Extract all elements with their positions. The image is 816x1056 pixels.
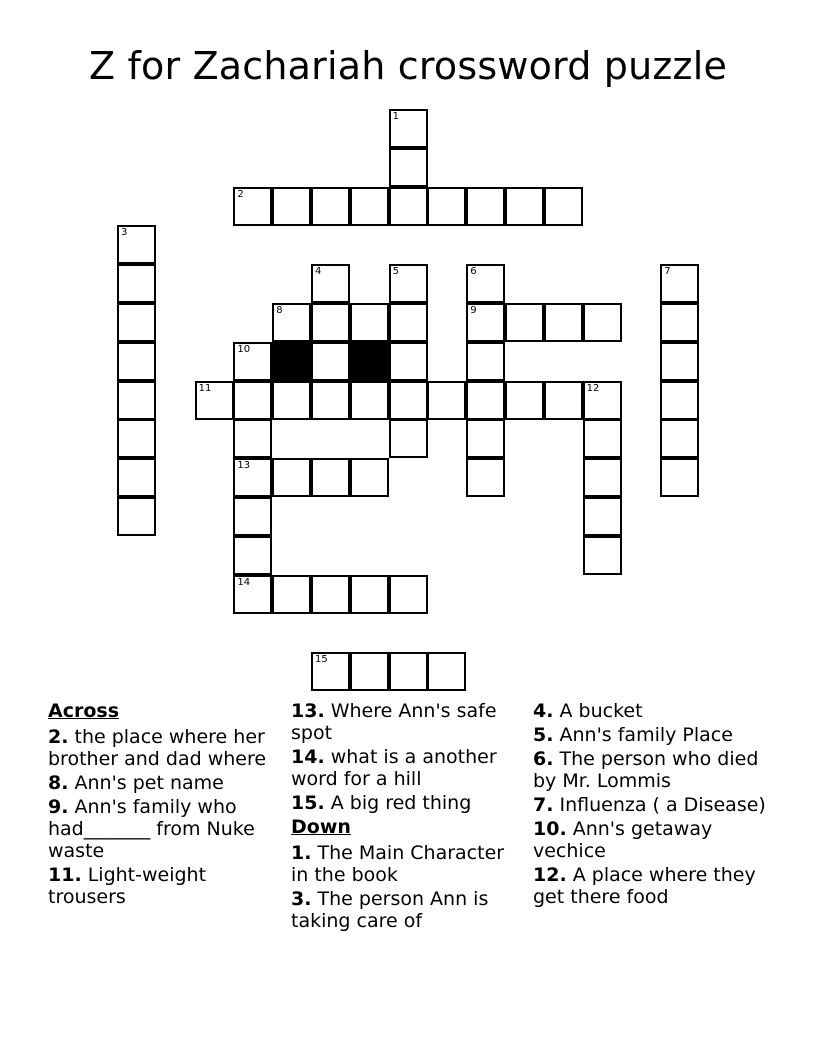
clue-down-7: 7. Influenza ( a Disease) — [533, 794, 766, 816]
answer-cell[interactable] — [389, 264, 428, 303]
black-square — [350, 342, 389, 381]
answer-cell[interactable] — [583, 381, 622, 420]
across-heading: Across — [48, 700, 120, 722]
answer-cell[interactable] — [311, 575, 350, 614]
answer-cell[interactable] — [272, 187, 311, 226]
answer-cell[interactable] — [389, 148, 428, 187]
clue-down-5: 5. Ann's family Place — [533, 724, 733, 746]
answer-cell[interactable] — [117, 458, 156, 497]
answer-cell[interactable] — [660, 303, 699, 342]
answer-cell[interactable] — [117, 419, 156, 458]
clues-column-1 — [48, 700, 280, 910]
clue-number: 12 — [586, 382, 600, 394]
answer-cell[interactable] — [117, 381, 156, 420]
answer-cell[interactable] — [311, 458, 350, 497]
answer-cell[interactable] — [660, 381, 699, 420]
clue-number: 8 — [276, 305, 283, 316]
clue-number: 9 — [470, 305, 477, 316]
answer-cell[interactable] — [350, 381, 389, 420]
answer-cell[interactable] — [466, 419, 505, 458]
answer-cell[interactable] — [427, 187, 466, 226]
answer-cell[interactable] — [427, 652, 466, 691]
black-square — [272, 342, 311, 381]
answer-cell[interactable] — [389, 575, 428, 614]
answer-cell[interactable] — [427, 381, 466, 420]
clues-column-3 — [533, 700, 768, 910]
answer-cell[interactable] — [466, 381, 505, 420]
clue-number: 13 — [237, 460, 251, 472]
clue-down-12: 12. A place where they get there food — [533, 864, 756, 908]
answer-cell[interactable] — [311, 652, 350, 691]
answer-cell[interactable] — [272, 575, 311, 614]
clues-column-2 — [291, 700, 516, 934]
clue-across-15: 15. A big red thing — [291, 792, 472, 814]
clue-across-13: 13. Where Ann's safe spot — [291, 700, 497, 744]
answer-cell[interactable] — [583, 458, 622, 497]
clue-across-11: 11. Light-weight trousers — [48, 864, 207, 908]
answer-cell[interactable] — [233, 575, 272, 614]
answer-cell[interactable] — [583, 497, 622, 536]
answer-cell[interactable] — [544, 187, 583, 226]
clue-down-6: 6. The person who died by Mr. Lommis — [533, 748, 759, 792]
answer-cell[interactable] — [505, 381, 544, 420]
answer-cell[interactable] — [350, 187, 389, 226]
answer-cell[interactable] — [466, 187, 505, 226]
clue-down-1: 1. The Main Character in the book — [291, 842, 505, 886]
puzzle-title: Z for Zachariah crossword puzzle — [88, 44, 728, 88]
answer-cell[interactable] — [505, 303, 544, 342]
clue-number: 7 — [664, 266, 671, 278]
answer-cell[interactable] — [389, 381, 428, 420]
clue-across-9: 9. Ann's family who had_______ from Nuke waste — [48, 796, 255, 862]
answer-cell[interactable] — [583, 419, 622, 458]
answer-cell[interactable] — [272, 458, 311, 497]
answer-cell[interactable] — [117, 264, 156, 303]
answer-cell[interactable] — [233, 458, 272, 497]
clue-number: 2 — [237, 188, 244, 200]
clue-number: 15 — [315, 654, 328, 666]
answer-cell[interactable] — [389, 109, 428, 148]
clue-across-2: 2. the place where her brother and dad where — [48, 726, 267, 770]
answer-cell[interactable] — [350, 652, 389, 691]
answer-cell[interactable] — [660, 419, 699, 458]
clue-down-3: 3. The person Ann is taking care of — [291, 888, 489, 932]
answer-cell[interactable] — [311, 303, 350, 342]
clue-number: 10 — [237, 343, 251, 355]
clue-number: 14 — [237, 576, 251, 588]
answer-cell[interactable] — [272, 303, 311, 342]
answer-cell[interactable] — [389, 652, 428, 691]
answer-cell[interactable] — [117, 225, 156, 264]
answer-cell[interactable] — [311, 264, 350, 303]
answer-cell[interactable] — [233, 342, 272, 381]
answer-cell[interactable] — [233, 536, 272, 575]
clue-number: 6 — [470, 266, 477, 278]
clue-down-4: 4. A bucket — [533, 700, 643, 722]
answer-cell[interactable] — [233, 381, 272, 420]
clue-down-10: 10. Ann's getaway vechice — [533, 818, 713, 862]
clue-number: 3 — [121, 227, 128, 239]
answer-cell[interactable] — [389, 303, 428, 342]
answer-cell[interactable] — [389, 419, 428, 458]
answer-cell[interactable] — [311, 342, 350, 381]
answer-cell[interactable] — [233, 187, 272, 226]
answer-cell[interactable] — [117, 497, 156, 536]
answer-cell[interactable] — [583, 536, 622, 575]
answer-cell[interactable] — [505, 187, 544, 226]
answer-cell[interactable] — [544, 303, 583, 342]
answer-cell[interactable] — [466, 264, 505, 303]
answer-cell[interactable] — [350, 303, 389, 342]
answer-cell[interactable] — [117, 303, 156, 342]
clue-across-14: 14. what is a another word for a hill — [291, 746, 497, 790]
clue-across-8: 8. Ann's pet name — [48, 772, 224, 794]
answer-cell[interactable] — [583, 303, 622, 342]
answer-cell[interactable] — [660, 264, 699, 303]
answer-cell[interactable] — [350, 458, 389, 497]
answer-cell[interactable] — [350, 575, 389, 614]
clue-number: 1 — [392, 111, 399, 122]
answer-cell[interactable] — [195, 381, 234, 420]
answer-cell[interactable] — [466, 303, 505, 342]
answer-cell[interactable] — [311, 187, 350, 226]
clue-number: 11 — [198, 382, 212, 394]
answer-cell[interactable] — [466, 458, 505, 497]
answer-cell[interactable] — [233, 497, 272, 536]
answer-cell[interactable] — [272, 381, 311, 420]
answer-cell[interactable] — [660, 342, 699, 381]
down-heading: Down — [291, 816, 351, 838]
answer-cell[interactable] — [544, 381, 583, 420]
answer-cell[interactable] — [233, 419, 272, 458]
clue-number: 4 — [315, 266, 322, 278]
answer-cell[interactable] — [389, 342, 428, 381]
answer-cell[interactable] — [466, 342, 505, 381]
answer-cell[interactable] — [311, 381, 350, 420]
answer-cell[interactable] — [117, 342, 156, 381]
clue-number: 5 — [392, 266, 399, 278]
answer-cell[interactable] — [389, 187, 428, 226]
answer-cell[interactable] — [660, 458, 699, 497]
